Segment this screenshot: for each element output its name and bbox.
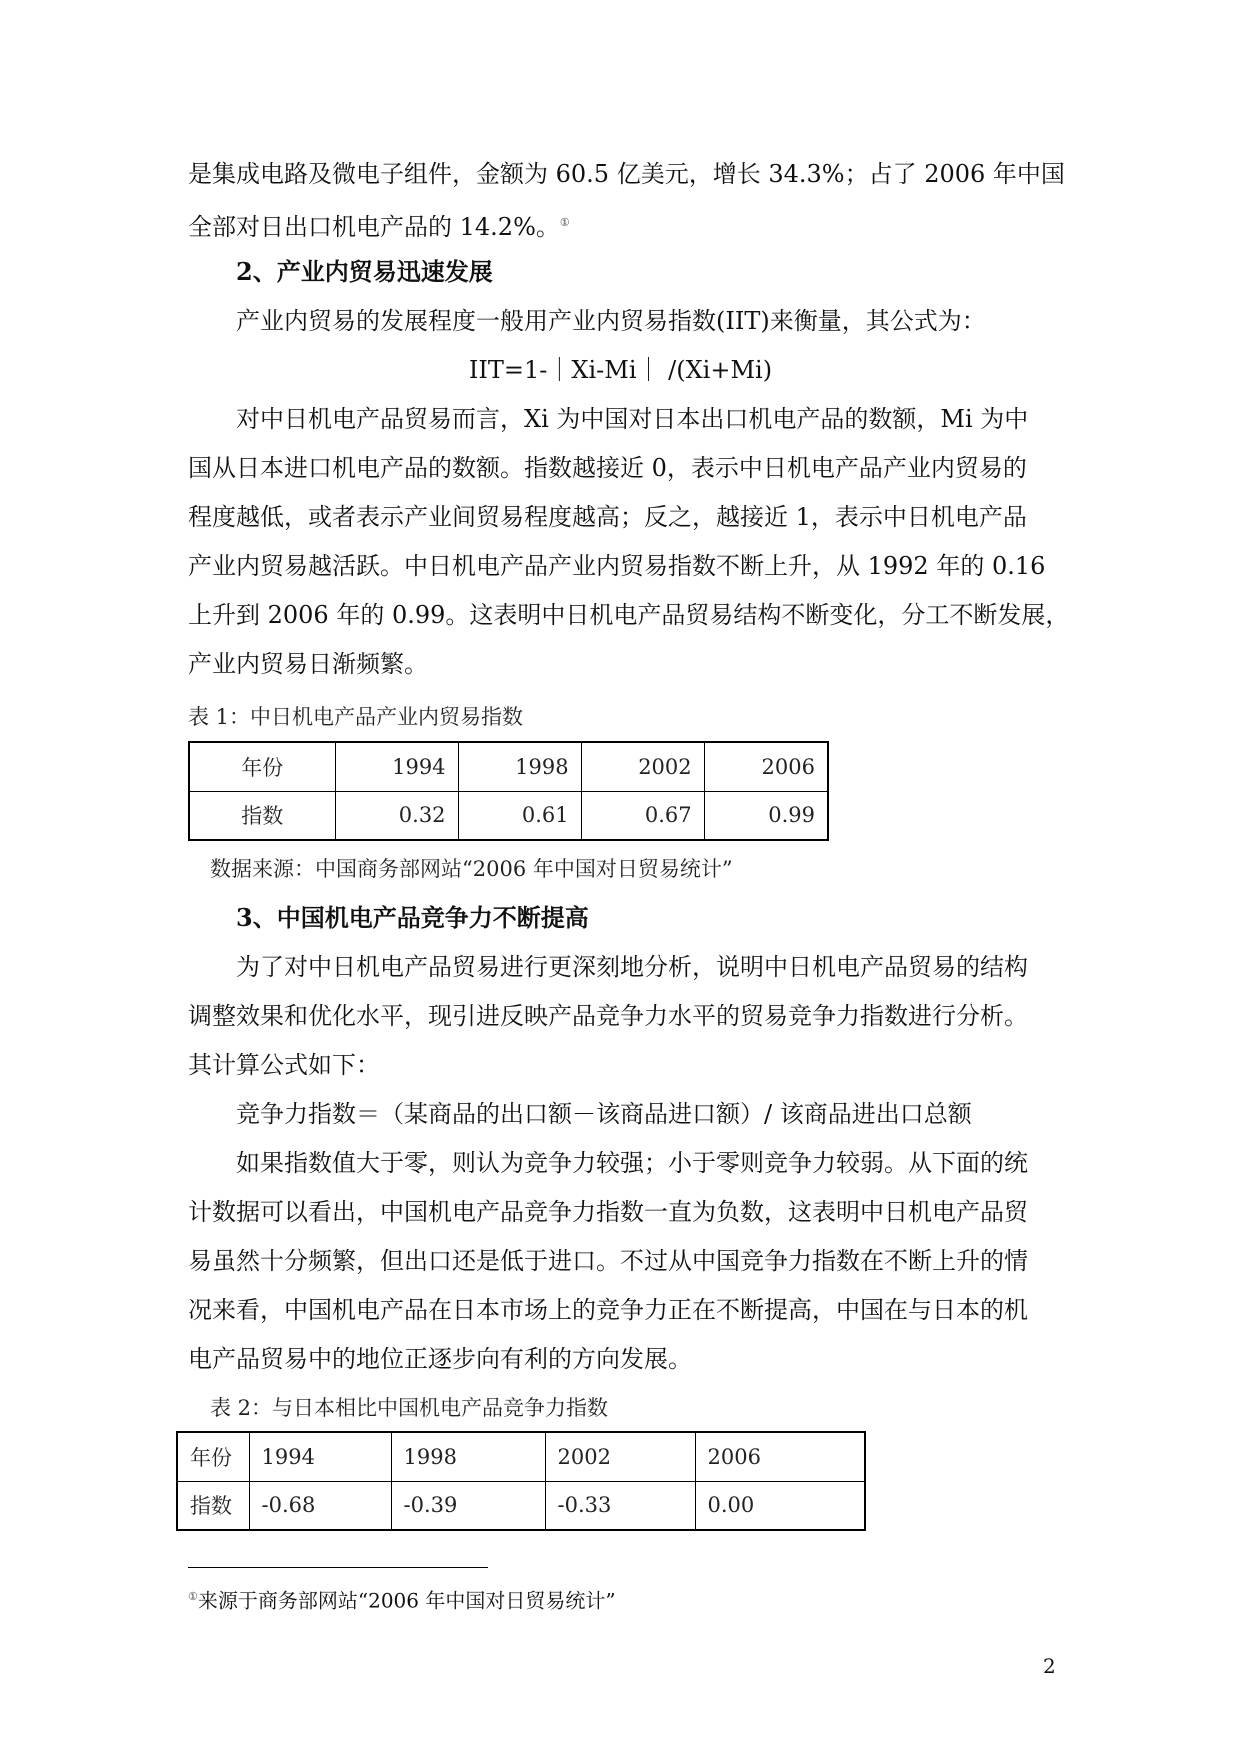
table-cell: 2006 <box>695 1432 865 1481</box>
table-cell: 1998 <box>391 1432 545 1481</box>
body-text-line: 其计算公式如下： <box>188 1051 380 1079</box>
body-text-line: 电产品贸易中的地位正逐步向有利的方向发展。 <box>188 1345 692 1373</box>
table-row <box>177 1481 865 1530</box>
body-text-line: 调整效果和优化水平，现引进反映产品竞争力水平的贸易竞争力指数进行分析。 <box>188 1002 1028 1030</box>
table1 <box>188 741 829 841</box>
footnote-divider <box>188 1567 488 1568</box>
body-text-line: 易虽然十分频繁，但出口还是低于进口。不过从中国竞争力指数在不断上升的情 <box>188 1247 1028 1275</box>
table-cell: 0.99 <box>704 791 828 840</box>
table-cell: -0.33 <box>545 1481 695 1530</box>
page-number: 2 <box>1043 1654 1056 1678</box>
table-cell: 年份 <box>189 742 335 791</box>
body-text-line: 是集成电路及微电子组件，金额为 60.5 亿美元，增长 34.3%；占了 2006 年中国 <box>188 160 1065 188</box>
table1-caption: 表 1：中日机电产品产业内贸易指数 <box>188 705 524 729</box>
table2-caption: 表 2：与日本相比中国机电产品竞争力指数 <box>210 1396 609 1420</box>
table-row <box>189 742 828 791</box>
table-row <box>177 1432 865 1481</box>
table-cell: 2006 <box>704 742 828 791</box>
table2 <box>176 1431 866 1531</box>
footnote-reference[interactable]: ① <box>559 216 570 229</box>
table1-source: 数据来源：中国商务部网站“2006 年中国对日贸易统计” <box>210 857 733 881</box>
body-text-line: 况来看，中国机电产品在日本市场上的竞争力正在不断提高，中国在与日本的机 <box>188 1296 1028 1324</box>
body-text-line: 计数据可以看出，中国机电产品竞争力指数一直为负数，这表明中日机电产品贸 <box>188 1198 1028 1226</box>
table-cell: 1994 <box>335 742 458 791</box>
body-text-segment: 全部对日出口机电产品的 14.2%。 <box>188 213 560 241</box>
footnote-text: 来源于商务部网站“2006 年中国对日贸易统计” <box>197 1588 616 1613</box>
table-cell: 0.61 <box>458 791 581 840</box>
body-text-line <box>188 209 570 241</box>
body-text-line: 国从日本进口机电产品的数额。指数越接近 0，表示中日机电产品产业内贸易的 <box>188 454 1027 482</box>
table-cell: 0.32 <box>335 791 458 840</box>
section-heading-2: 2、产业内贸易迅速发展 <box>236 257 493 286</box>
body-text-line: 如果指数值大于零，则认为竞争力较强；小于零则竞争力较弱。从下面的统 <box>236 1149 1028 1177</box>
table-cell: 指数 <box>189 791 335 840</box>
body-text-line: 程度越低，或者表示产业间贸易程度越高；反之，越接近 1，表示中日机电产品 <box>188 503 1027 531</box>
table-row <box>189 791 828 840</box>
body-text-line: 上升到 2006 年的 0.99。这表明中日机电产品贸易结构不断变化，分工不断发展， <box>188 601 1070 629</box>
table-cell: 2002 <box>581 742 704 791</box>
formula-iit: IIT=1-｜Xi-Mi｜ /(Xi+Mi) <box>468 356 773 384</box>
section-heading-3: 3、中国机电产品竞争力不断提高 <box>236 903 589 932</box>
table-cell: 2002 <box>545 1432 695 1481</box>
footnote-mark: ① <box>188 1590 198 1603</box>
table-cell: -0.68 <box>249 1481 391 1530</box>
table-cell: -0.39 <box>391 1481 545 1530</box>
footnote <box>188 1584 616 1614</box>
body-text-line: 产业内贸易的发展程度一般用产业内贸易指数(IIT)来衡量，其公式为： <box>236 307 986 335</box>
body-text-line: 为了对中日机电产品贸易进行更深刻地分析，说明中日机电产品贸易的结构 <box>236 953 1028 981</box>
formula-competitiveness: 竞争力指数＝（某商品的出口额－该商品进口额）/ 该商品进出口总额 <box>236 1100 972 1128</box>
table-cell: 1994 <box>249 1432 391 1481</box>
body-text-line: 产业内贸易越活跃。中日机电产品产业内贸易指数不断上升，从 1992 年的 0.16 <box>188 552 1046 580</box>
table-cell: 0.00 <box>695 1481 865 1530</box>
table-cell: 年份 <box>177 1432 249 1481</box>
table-cell: 指数 <box>177 1481 249 1530</box>
body-text-line: 产业内贸易日渐频繁。 <box>188 650 428 678</box>
table-cell: 0.67 <box>581 791 704 840</box>
body-text-line: 对中日机电产品贸易而言，Xi 为中国对日本出口机电产品的数额，Mi 为中 <box>236 405 1029 433</box>
table-cell: 1998 <box>458 742 581 791</box>
